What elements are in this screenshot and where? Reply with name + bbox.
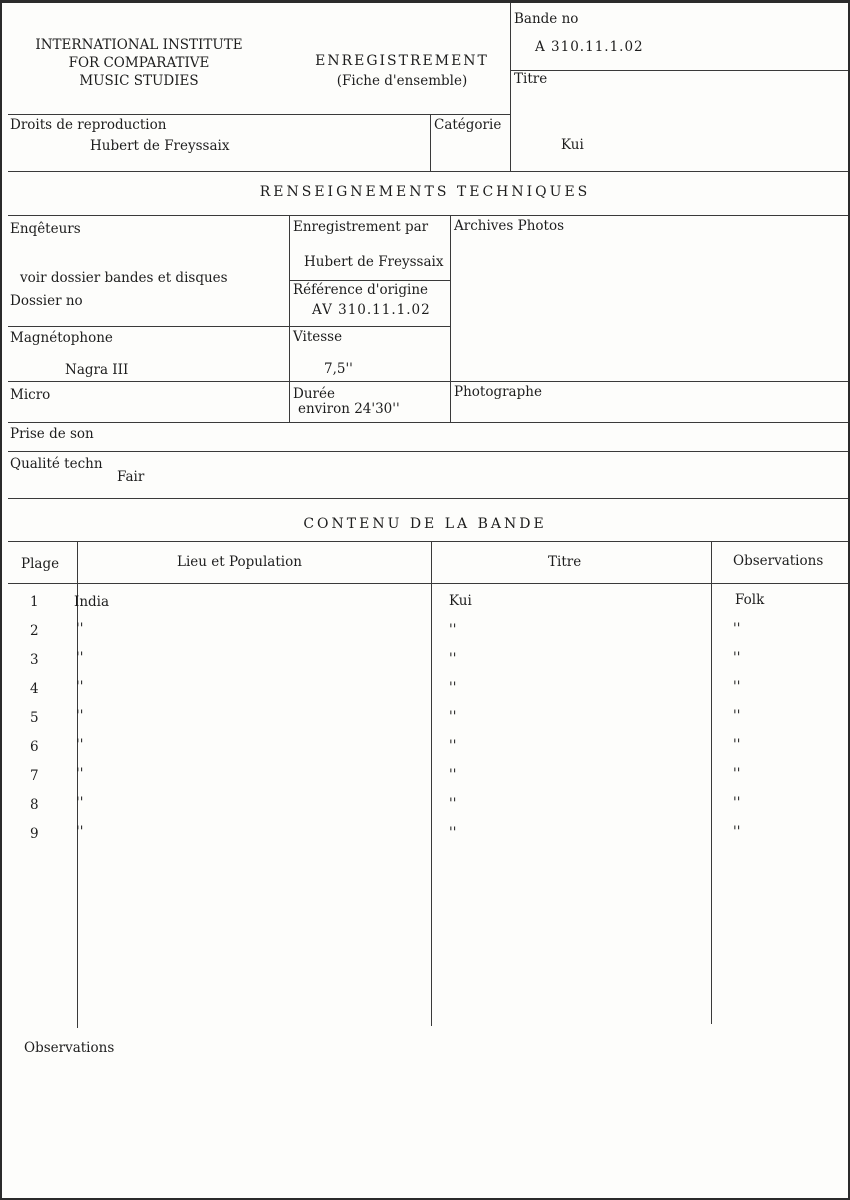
- cell-obs: '': [733, 679, 741, 695]
- divider: [289, 215, 290, 422]
- divider: [510, 70, 848, 71]
- cell-titre: Kui: [449, 593, 472, 609]
- institute-line-2: FOR COMPARATIVE: [68, 55, 210, 71]
- col-observations-header: Observations: [733, 553, 824, 569]
- enregistrement-label: Enregistrement par: [293, 219, 429, 235]
- cell-plage: 6: [30, 739, 39, 755]
- cell-titre: '': [449, 767, 457, 783]
- cell-lieu: '': [76, 795, 84, 811]
- enregistrement-value: Hubert de Freyssaix: [304, 254, 444, 270]
- form-subtitle: (Fiche d'ensemble): [336, 73, 468, 89]
- qualite-label: Qualité techn: [10, 456, 103, 472]
- cell-plage: 7: [30, 768, 39, 784]
- titre-label: Titre: [514, 71, 548, 87]
- cell-lieu: '': [76, 737, 84, 753]
- cell-titre: '': [449, 651, 457, 667]
- bande-label: Bande no: [514, 11, 579, 27]
- cell-titre: '': [449, 738, 457, 754]
- cell-titre: '': [449, 825, 457, 841]
- qualite-value: Fair: [117, 469, 145, 485]
- cell-obs: '': [733, 708, 741, 724]
- divider: [8, 381, 848, 382]
- institute-line-3: MUSIC STUDIES: [79, 73, 199, 89]
- col-plage-header: Plage: [21, 556, 60, 572]
- vitesse-value: 7,5'': [324, 361, 353, 377]
- divider: [8, 422, 848, 423]
- cell-lieu: '': [76, 824, 84, 840]
- divider: [8, 583, 848, 584]
- cell-lieu: India: [74, 594, 110, 610]
- divider: [8, 114, 510, 115]
- titre-value: Kui: [561, 137, 584, 153]
- prise-label: Prise de son: [10, 426, 94, 442]
- dossier-label: Dossier no: [10, 293, 83, 309]
- cell-titre: '': [449, 709, 457, 725]
- photographe-label: Photographe: [454, 384, 542, 400]
- divider: [8, 451, 848, 452]
- divider: [450, 215, 451, 422]
- cell-plage: 9: [30, 826, 39, 842]
- reference-value: AV 310.11.1.02: [312, 302, 431, 318]
- magnetophone-value: Nagra III: [65, 362, 129, 378]
- cell-titre: '': [449, 622, 457, 638]
- cell-lieu: '': [76, 708, 84, 724]
- observations-label: Observations: [24, 1040, 115, 1056]
- divider: [8, 215, 848, 216]
- form-title: ENREGISTREMENT: [315, 53, 489, 69]
- enqueteurs-value: voir dossier bandes et disques: [20, 270, 228, 286]
- reference-label: Référence d'origine: [293, 282, 429, 298]
- cell-plage: 5: [30, 710, 39, 726]
- divider: [431, 541, 432, 1026]
- record-sheet: [2, 3, 848, 1198]
- cell-plage: 3: [30, 652, 39, 668]
- cell-lieu: '': [76, 766, 84, 782]
- bande-value: A 310.11.1.02: [535, 39, 644, 55]
- divider: [510, 3, 511, 171]
- cell-titre: '': [449, 680, 457, 696]
- categorie-label: Catégorie: [434, 117, 502, 133]
- divider: [8, 498, 848, 499]
- divider: [77, 541, 78, 1028]
- cell-obs: '': [733, 766, 741, 782]
- divider: [711, 541, 712, 1024]
- col-titre-header: Titre: [548, 554, 582, 570]
- vitesse-label: Vitesse: [293, 329, 343, 345]
- institute-line-1: INTERNATIONAL INSTITUTE: [35, 37, 243, 53]
- micro-label: Micro: [10, 387, 51, 403]
- cell-plage: 8: [30, 797, 39, 813]
- cell-plage: 4: [30, 681, 39, 697]
- droits-label: Droits de reproduction: [10, 117, 167, 133]
- cell-titre: '': [449, 796, 457, 812]
- droits-value: Hubert de Freyssaix: [90, 138, 230, 154]
- divider: [430, 114, 431, 171]
- cell-obs: '': [733, 650, 741, 666]
- duree-label: Durée: [293, 386, 335, 402]
- divider: [8, 326, 450, 327]
- content-section-title: CONTENU DE LA BANDE: [303, 516, 547, 532]
- cell-obs: '': [733, 621, 741, 637]
- col-lieu-header: Lieu et Population: [177, 554, 302, 570]
- cell-obs: '': [733, 824, 741, 840]
- cell-plage: 1: [30, 594, 39, 610]
- magnetophone-label: Magnétophone: [10, 330, 113, 346]
- technical-section-title: RENSEIGNEMENTS TECHNIQUES: [259, 184, 591, 200]
- duree-value: environ 24'30'': [298, 401, 400, 417]
- divider: [8, 541, 848, 542]
- cell-lieu: '': [76, 679, 84, 695]
- divider: [289, 280, 450, 281]
- cell-plage: 2: [30, 623, 39, 639]
- divider: [8, 171, 848, 172]
- cell-obs: Folk: [735, 592, 765, 608]
- enqueteurs-label: Enqêteurs: [10, 221, 81, 237]
- cell-lieu: '': [76, 621, 84, 637]
- cell-obs: '': [733, 795, 741, 811]
- cell-lieu: '': [76, 650, 84, 666]
- archives-label: Archives Photos: [454, 218, 564, 234]
- cell-obs: '': [733, 737, 741, 753]
